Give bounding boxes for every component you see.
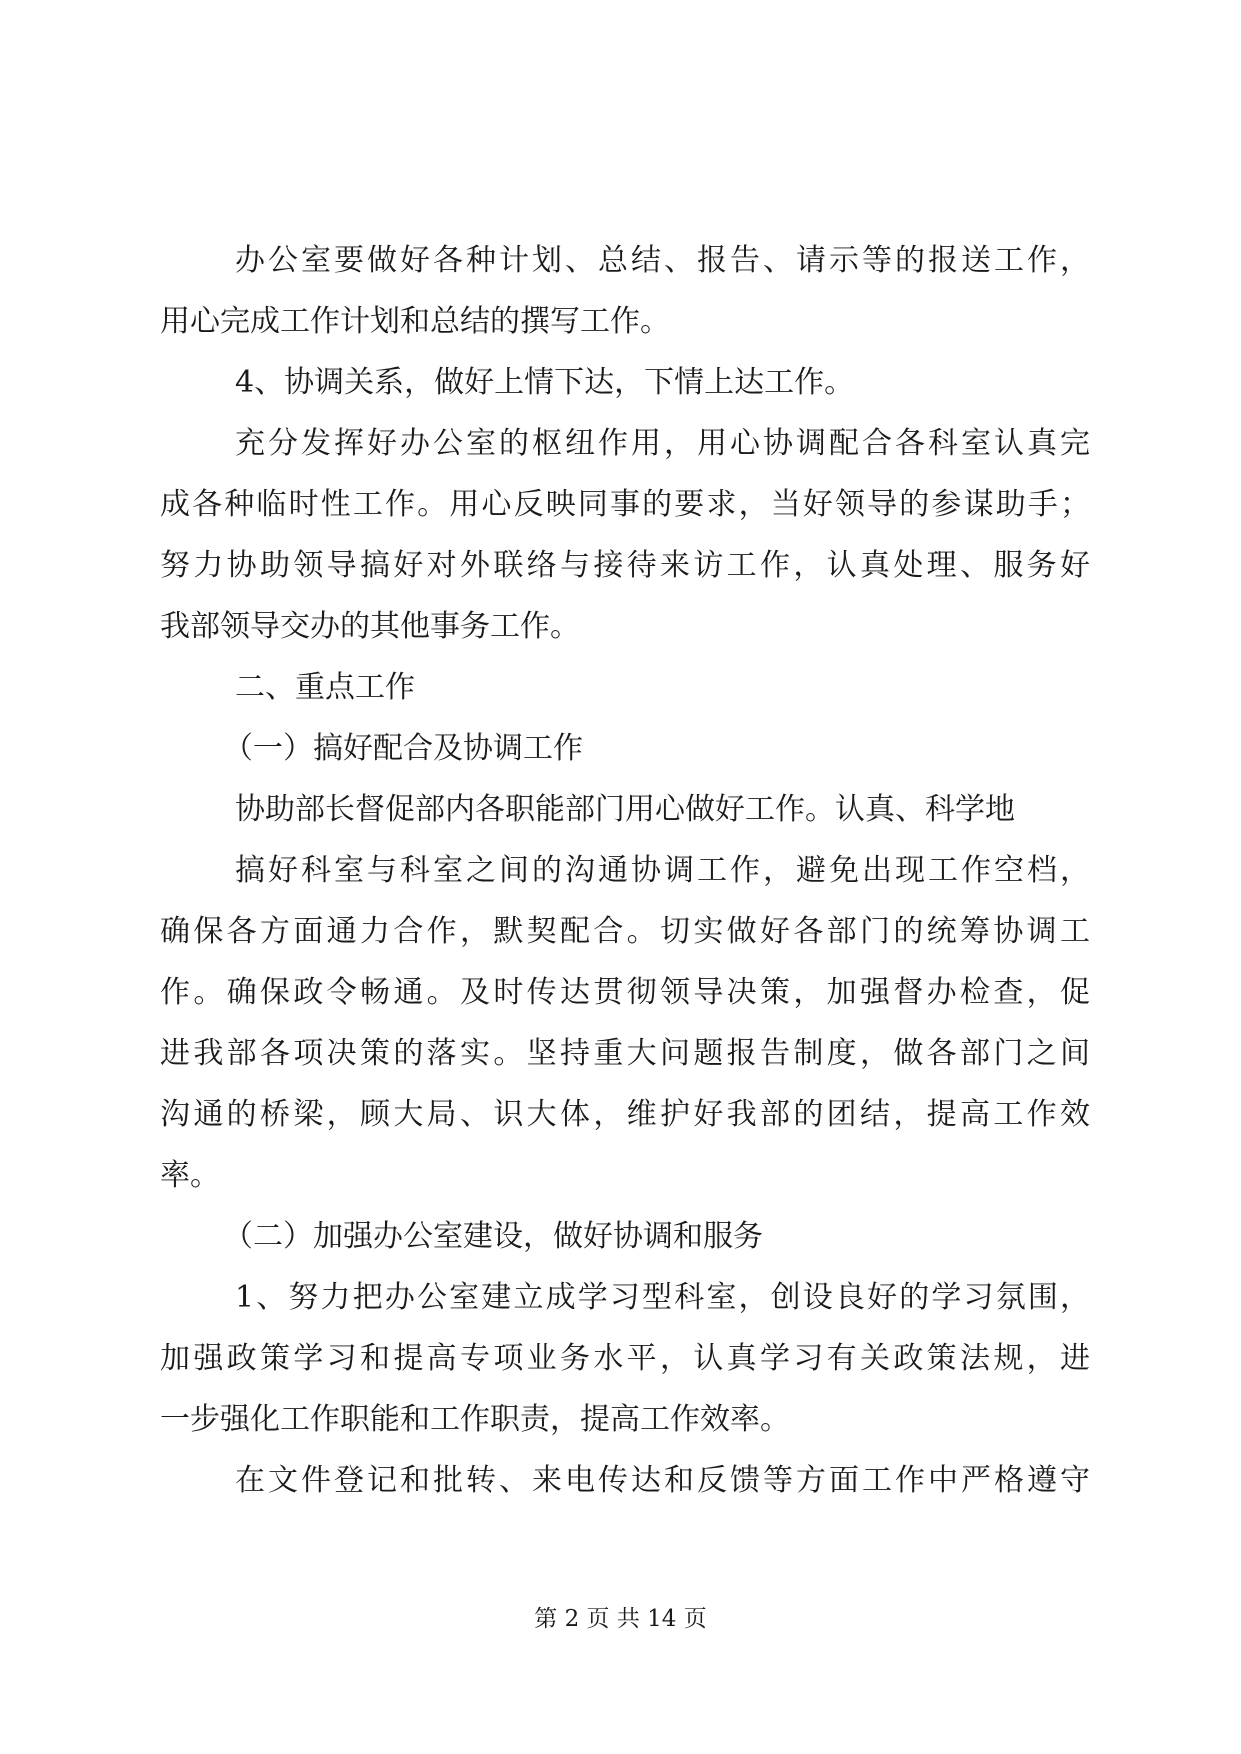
- text-line: 4、协调关系，做好上情下达，下情上达工作。: [235, 365, 855, 400]
- text-line: （一）搞好配合及协调工作: [223, 731, 583, 766]
- text-line: （二）加强办公室建设，做好协调和服务: [223, 1219, 763, 1254]
- text-line: 努力协助领导搞好对外联络与接待来访工作，认真处理、服务好: [160, 548, 1090, 583]
- text-line: 沟通的桥梁，顾大局、识大体，维护好我部的团结，提高工作效: [160, 1097, 1090, 1132]
- page-footer: 第 2 页 共 14 页: [534, 1606, 707, 1632]
- text-line: 作。确保政令畅通。及时传达贯彻领导决策，加强督办检查，促: [160, 975, 1090, 1010]
- text-line: 进我部各项决策的落实。坚持重大问题报告制度，做各部门之间: [160, 1036, 1090, 1071]
- text-line: 二、重点工作: [235, 670, 415, 705]
- text-line: 充分发挥好办公室的枢纽作用，用心协调配合各科室认真完: [235, 426, 1090, 461]
- document-body: [160, 230, 1090, 1511]
- text-line: 办公室要做好各种计划、总结、报告、请示等的报送工作，: [235, 243, 1090, 278]
- text-line: 加强政策学习和提高专项业务水平，认真学习有关政策法规，进: [160, 1341, 1090, 1376]
- text-line: 一步强化工作职能和工作职责，提高工作效率。: [160, 1402, 790, 1437]
- text-line: 用心完成工作计划和总结的撰写工作。: [160, 304, 670, 339]
- text-line: 1、努力把办公室建立成学习型科室，创设良好的学习氛围，: [235, 1280, 1090, 1315]
- text-line: 率。: [160, 1158, 220, 1193]
- text-line: 确保各方面通力合作，默契配合。切实做好各部门的统筹协调工: [160, 914, 1090, 949]
- text-line: 成各种临时性工作。用心反映同事的要求，当好领导的参谋助手；: [160, 487, 1090, 522]
- text-line: 在文件登记和批转、来电传达和反馈等方面工作中严格遵守: [235, 1463, 1090, 1498]
- text-line: 我部领导交办的其他事务工作。: [160, 609, 580, 644]
- text-line: 搞好科室与科室之间的沟通协调工作，避免出现工作空档，: [235, 853, 1090, 888]
- text-line: 协助部长督促部内各职能部门用心做好工作。认真、科学地: [235, 792, 1015, 827]
